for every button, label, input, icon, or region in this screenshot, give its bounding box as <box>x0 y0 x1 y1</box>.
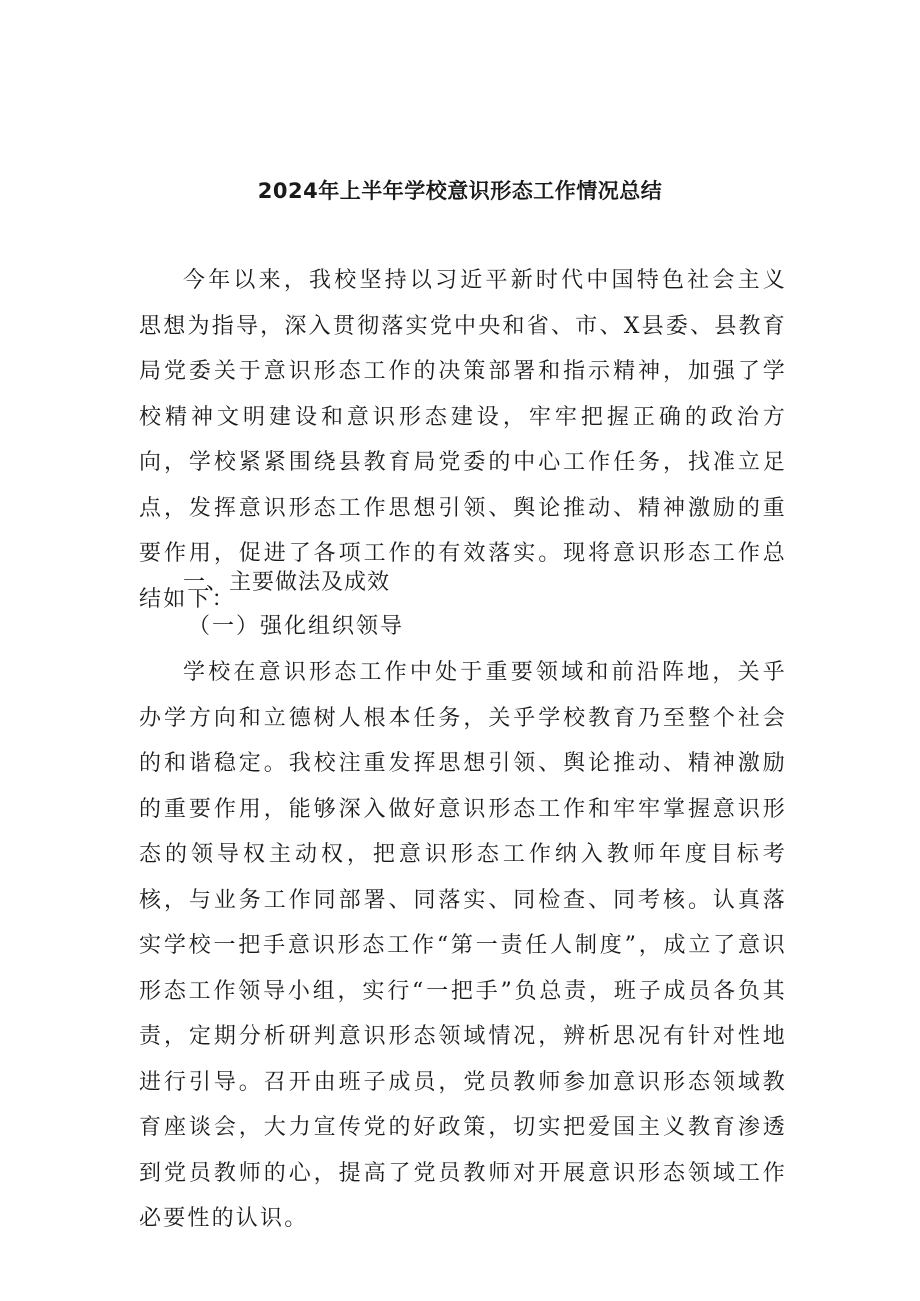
body-paragraph: 学校在意识形态工作中处于重要领域和前沿阵地，关乎办学方向和立德树人根本任务，关乎学校教育乃至整个社会的和谐稳定。我校注重发挥思想引领、舆论推动、精神激励的重要作用，能够深入做好意识形态工作和牢牢掌握意识形态的领导权主动权，把意识形态工作纳入教师年度目标考核，与业务工作同部署、同落实、同检查、同考核。认真落实学校一把手意识形态工作“第一责任人制度”，成立了意识形态工作领导小组，实行“一把手”负总责，班子成员各负其责，定期分析研判意识形态领域情况，辨析思况有针对性地进行引导。召开由班子成员，党员教师参加意识形态领域教育座谈会，大力宣传党的好政策，切实把爱国主义教育渗透到党员教师的心，提高了党员教师对开展意识形态领域工作必要性的认识。 <box>139 660 787 1231</box>
subsection-heading: （一）强化组织领导 <box>188 614 405 639</box>
section-heading: 一、主要做法及成效 <box>183 570 391 595</box>
intro-paragraph: 今年以来，我校坚持以习近平新时代中国特色社会主义思想为指导，深入贯彻落实党中央和省、市、X县委、县教育局党委关于意识形态工作的决策部署和指示精神，加强了学校精神文明建设和意识形态建设，牢牢把握正确的政治方向，学校紧紧围绕县教育局党委的中心工作任务，找准立足点，发挥意识形态工作思想引领、舆论推动、精神激励的重要作用，促进了各项工作的有效落实。现将意识形态工作总结如下： <box>139 268 787 612</box>
document-title: 2024年上半年学校意识形态工作情况总结 <box>257 179 663 203</box>
